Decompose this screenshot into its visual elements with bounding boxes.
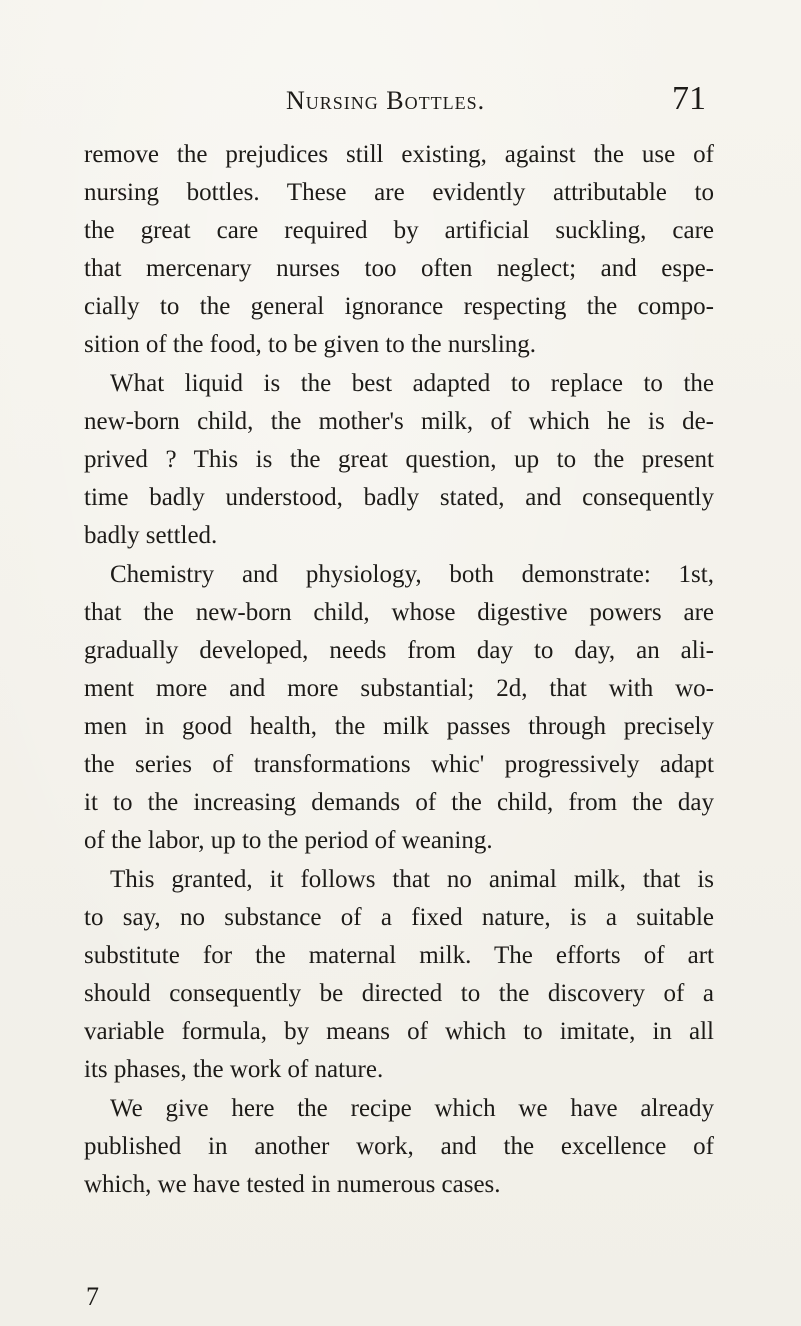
text-line: badly settled. [84, 522, 218, 549]
text-line: cially to the general ignorance respecting the compo- [84, 293, 714, 320]
text-line: time badly understood, badly stated, and consequently [84, 484, 714, 511]
page-number: 71 [672, 80, 706, 117]
text-line: the great care required by artificial suckling, care [84, 217, 714, 244]
text-line: sition of the food, to be given to the nursling. [84, 331, 537, 358]
text-line: that mercenary nurses too often neglect; and espe- [84, 255, 714, 282]
text-line: the series of transformations whic' progressively adapt [84, 751, 714, 778]
text-line: ment more and more substantial; 2d, that with wo- [84, 675, 714, 702]
text-line: should consequently be directed to the discovery of a [84, 980, 714, 1007]
text-line: This granted, it follows that no animal milk, that is [110, 866, 714, 893]
signature-mark: 7 [86, 1282, 99, 1311]
text-line: What liquid is the best adapted to replace to the [110, 370, 714, 397]
text-line: which, we have tested in numerous cases. [84, 1171, 501, 1198]
text-line: men in good health, the milk passes through precisely [84, 713, 714, 740]
text-line: gradually developed, needs from day to day, an ali- [84, 637, 714, 664]
text-line: that the new-born child, whose digestive powers are [84, 599, 714, 626]
text-line: Chemistry and physiology, both demonstrate: 1st, [110, 561, 714, 588]
text-line: prived ? This is the great question, up to the present [84, 446, 714, 473]
text-line: published in another work, and the excellence of [84, 1133, 714, 1160]
text-line: new-born child, the mother's milk, of which he is de- [84, 408, 714, 435]
text-line: nursing bottles. These are evidently attributable to [84, 179, 714, 206]
running-title: Nursing Bottles. [286, 86, 486, 115]
text-line: it to the increasing demands of the child, from the day [84, 789, 714, 816]
text-line: We give here the recipe which we have already [110, 1095, 714, 1122]
running-head [286, 82, 706, 132]
text-line: to say, no substance of a fixed nature, is a suitable [84, 904, 714, 931]
text-line: its phases, the work of nature. [84, 1056, 384, 1083]
text-line: of the labor, up to the period of weaning. [84, 827, 493, 854]
text-line: remove the prejudices still existing, against the use of [84, 141, 714, 168]
text-line: substitute for the maternal milk. The efforts of art [84, 942, 714, 969]
text-line: variable formula, by means of which to imitate, in all [84, 1018, 714, 1045]
